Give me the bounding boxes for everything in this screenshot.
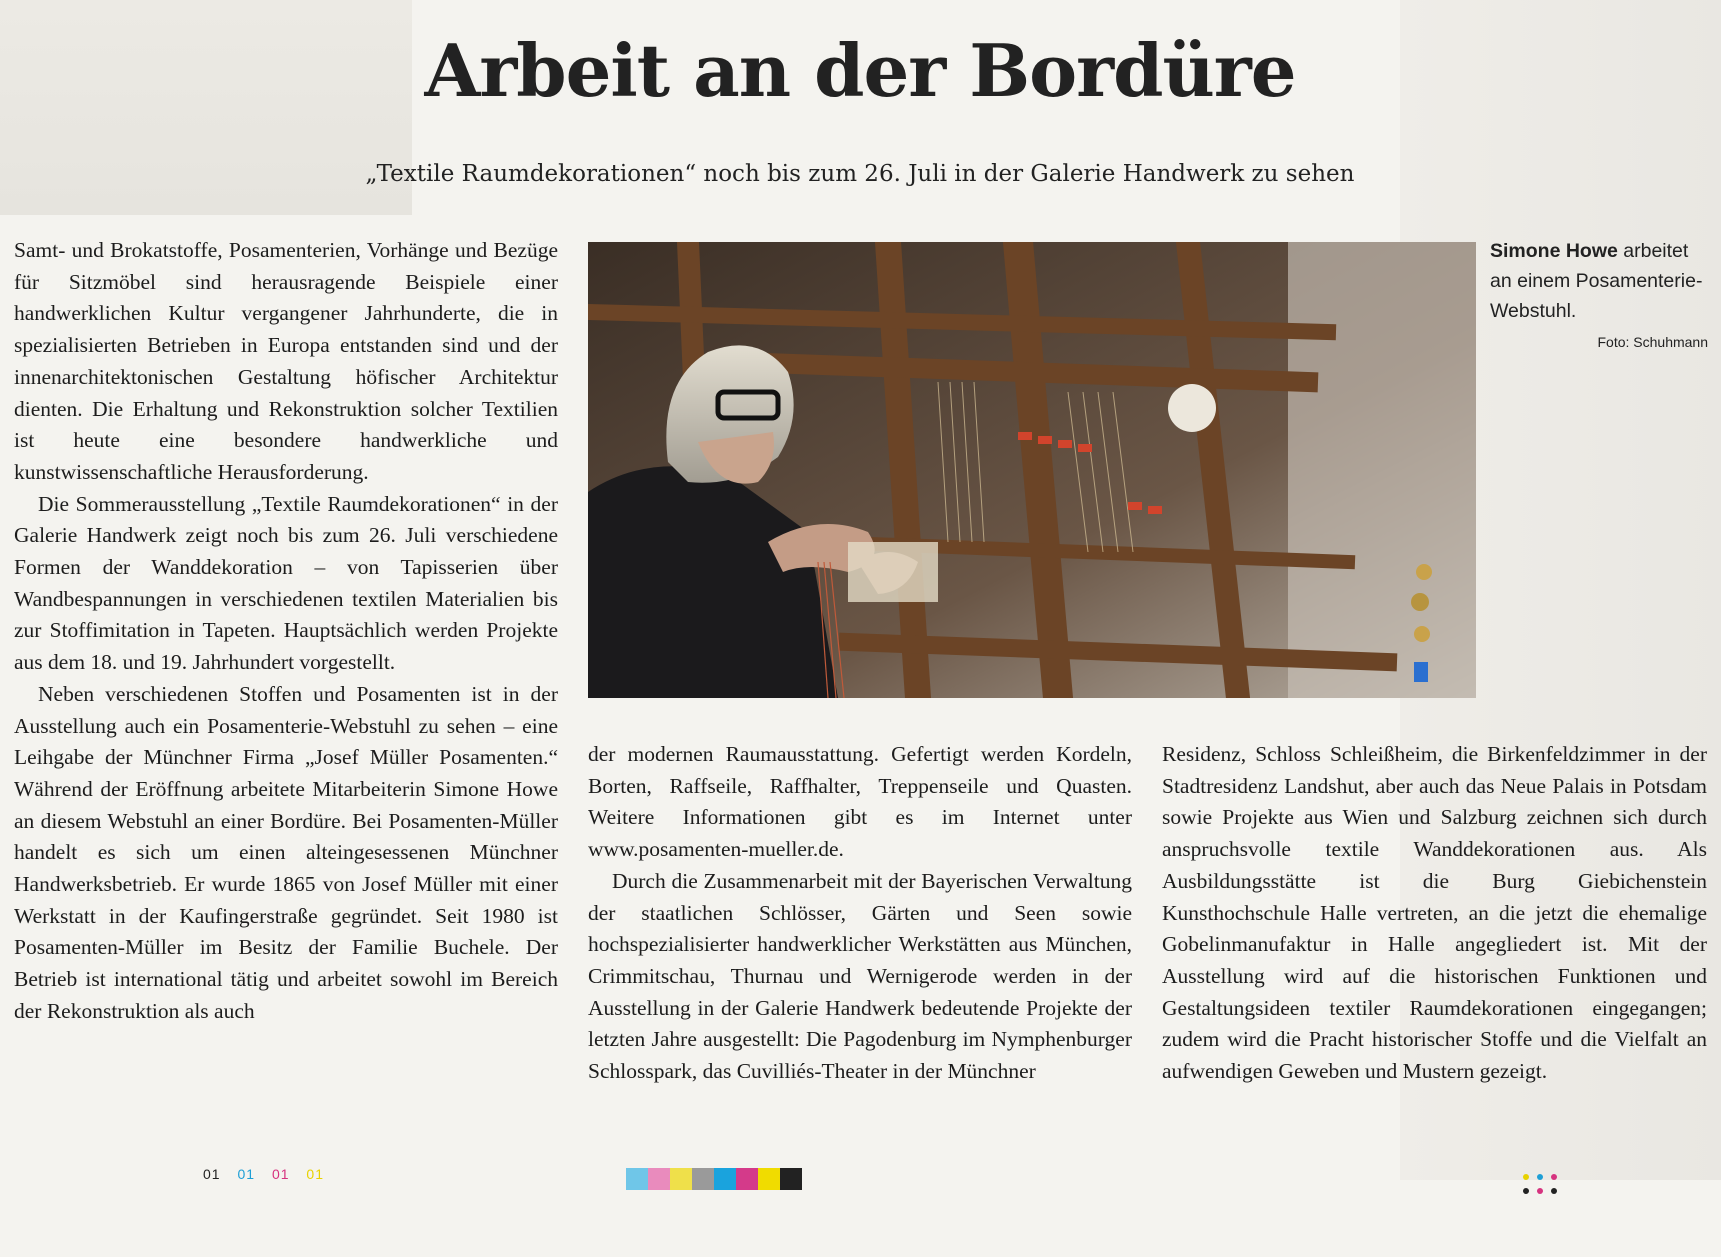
print-color-bar <box>626 1168 802 1190</box>
paragraph: der modernen Raumausstattung. Gefertigt werden Kordeln, Borten, Raffseile, Raffhalter, Treppenseile und Quasten. Weitere Informationen gibt es im Internet unter www.posamenten-mueller.de. <box>588 742 1132 862</box>
plate-number: 01 <box>271 1166 290 1182</box>
paragraph: Durch die Zusammenarbeit mit der Bayerischen Verwaltung der staatlichen Schlösser, Gärten und Seen sowie hochspezialisierter handwerklicher Werkstätten aus München, Crimmitschau, Thurnau und Wernigerode werden in der Ausstellung in der Galerie Handwerk bedeutende Projekte der letzten Jahre ausgestellt: Die Pagodenburg im Nymphenburger Schlosspark, das Cuvilliés-Theater in der Münchner <box>588 868 1132 1084</box>
article-column-1 <box>14 235 558 1028</box>
loom-photo-illustration <box>588 242 1476 698</box>
plate-number: 01 <box>306 1166 324 1182</box>
article-headline: Arbeit an der Bordüre <box>424 28 1296 113</box>
caption-text: arbeitet an einem Posamenterie-Webstuhl. <box>1490 240 1703 322</box>
photo-credit: Foto: Schuhmann <box>1597 334 1708 350</box>
plate-number: 01 <box>203 1166 221 1182</box>
paragraph: Residenz, Schloss Schleißheim, die Birkenfeldzimmer in der Stadtresidenz Landshut, aber auch das Neue Palais in Potsdam sowie Projekte aus Wien und Salzburg zeichnen sich durch anspruchsvolle textile Wanddekorationen aus. Als Ausbildungsstätte ist die Burg Giebichenstein Kunsthochschule Halle vertreten, an die jetzt die ehemalige Gobelinmanufaktur in Halle angegliedert ist. Mit der Ausstellung wird auf die historischen Funktionen und Gestaltungsideen textiler Raumdekorationen eingegangen; zudem wird die Pracht historischer Stoffe und die Vielfalt an aufwendigen Geweben und Mustern gezeigt. <box>1162 742 1707 1084</box>
registration-dots-icon <box>1518 1171 1566 1201</box>
paragraph: Neben verschiedenen Stoffen und Posamenten ist in der Ausstellung auch ein Posamenterie-Webstuhl zu sehen – eine Leihgabe der Münchner Firma „Josef Müller Posamenten.“ Während der Eröffnung arbeitete Mitarbeiterin Simone Howe an diesem Webstuhl an einer Bordüre. Bei Posamenten-Müller handelt es sich um einen alteingesessenen Münchner Handwerksbetrieb. Er wurde 1865 von Josef Müller mit einer Werkstatt in der Kaufingerstraße gegründet. Seit 1980 ist Posamenten-Müller im Besitz der Familie Buchele. Der Betrieb ist international tätig und arbeitet sowohl im Bereich der Rekonstruktion als auch <box>14 681 558 1023</box>
color-swatch <box>648 1168 670 1190</box>
article-photo-loom <box>588 242 1476 698</box>
photo-caption <box>1490 236 1708 326</box>
article-column-3 <box>1162 739 1707 1088</box>
paragraph: Die Sommerausstellung „Textile Raumdekorationen“ in der Galerie Handwerk zeigt noch bis zum 26. Juli verschiedene Formen der Wanddekoration – von Tapisserien über Wandbespannungen in verschiedenen textilen Materialien bis zur Stoffimitation in Tapeten. Hauptsächlich werden Projekte aus dem 18. und 19. Jahrhundert vorgestellt. <box>14 491 558 675</box>
article-column-2 <box>588 739 1132 1088</box>
color-swatch <box>714 1168 736 1190</box>
color-swatch <box>758 1168 780 1190</box>
color-swatch <box>670 1168 692 1190</box>
caption-name: Simone Howe <box>1490 240 1618 262</box>
paragraph: Samt- und Brokatstoffe, Posamenterien, Vorhänge und Bezüge für Sitzmöbel sind herausragende Beispiele einer handwerklichen Kultur vergangener Jahrhunderte, die in spezialisierten Betrieben in Europa entstanden sind und der innenarchitektonischen Gestaltung höfischer Architektur dienten. Die Erhaltung und Rekonstruktion solcher Textilien ist heute eine besondere handwerkliche und kunstwissenschaftliche Herausforderung. <box>14 238 558 484</box>
plate-number-marks <box>203 1166 336 1182</box>
color-swatch <box>626 1168 648 1190</box>
color-swatch <box>780 1168 802 1190</box>
color-swatch <box>692 1168 714 1190</box>
color-swatch <box>736 1168 758 1190</box>
article-subhead: „Textile Raumdekorationen“ noch bis zum 26. Juli in der Galerie Handwerk zu sehen <box>365 161 1355 187</box>
plate-number: 01 <box>237 1166 256 1182</box>
